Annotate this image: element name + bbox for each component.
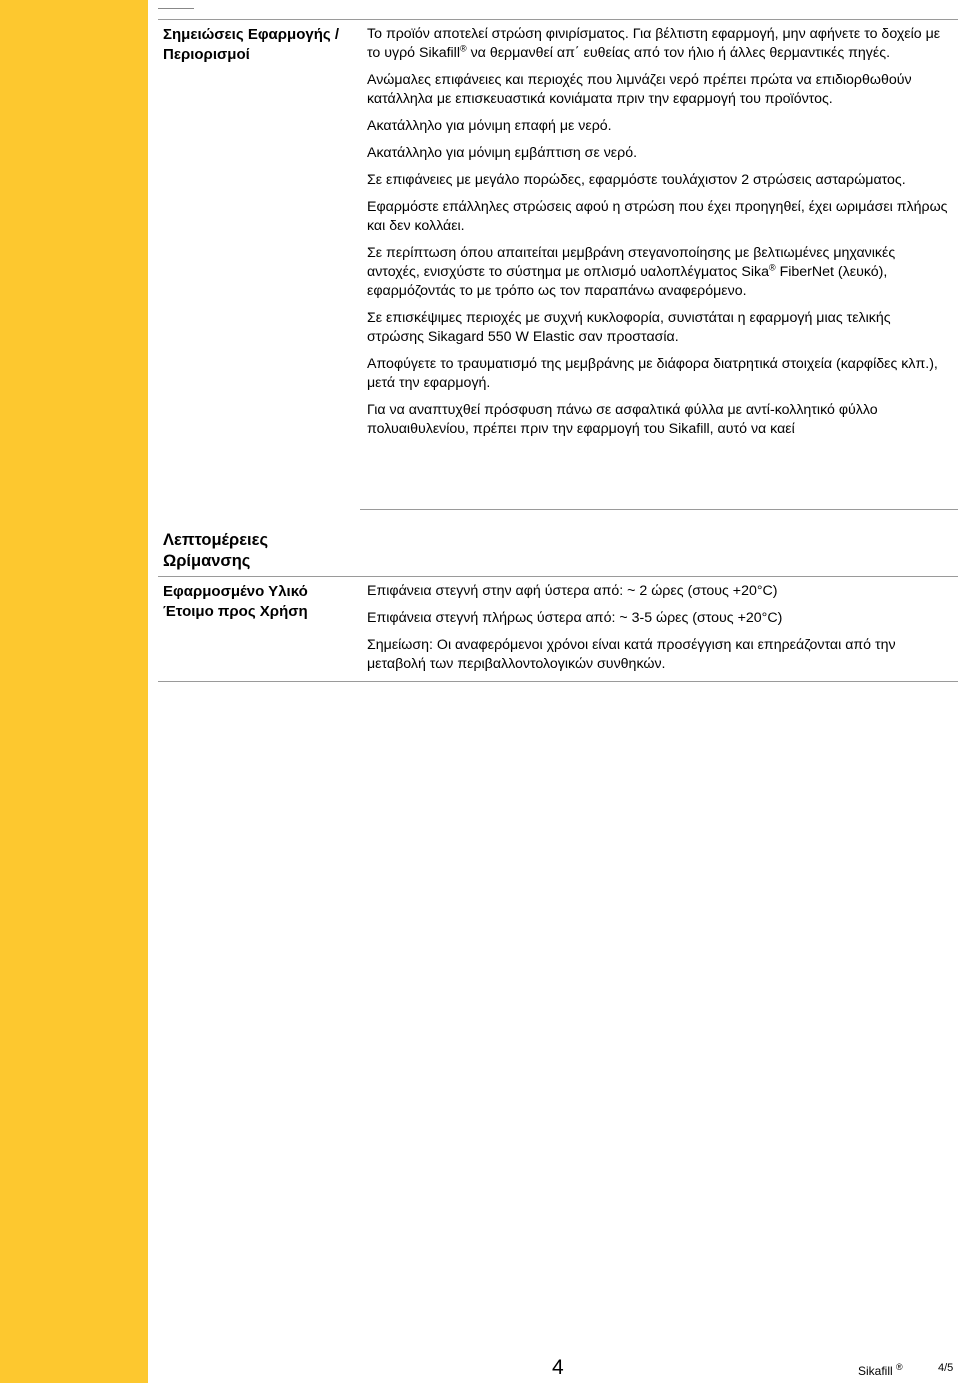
- footer-brand: Sikafill ®: [858, 1362, 903, 1378]
- registered-mark: ®: [769, 262, 776, 273]
- section-label-applied: Εφαρμοσμένο Υλικό Έτοιμο προς Χρήση: [163, 583, 308, 620]
- yellow-sidebar: [0, 0, 148, 1383]
- notes-paragraph: Σε περίπτωση όπου απαιτείται μεμβράνη στεγανοποίησης με βελτιωμένες μηχανικές αντοχές, ενισχύστε το σύστημα με οπλισμό υαλοπλέγματος Sika® FiberNet (λευκό), εφαρμόζοντάς το με τρόπο ως τον παραπάνω αναφερόμενο.: [367, 245, 896, 299]
- notes-paragraph: Εφαρμόστε επάλληλες στρώσεις αφού η στρώση που έχει προηγηθεί, έχει ωριμάσει πλήρως και δεν κολλάει.: [367, 199, 948, 234]
- applied-content: [367, 582, 951, 682]
- notes-paragraph: Ακατάλληλο για μόνιμη επαφή με νερό.: [367, 118, 612, 134]
- notes-paragraph: Σε επιφάνειες με μεγάλο πορώδες, εφαρμόστε τουλάχιστον 2 στρώσεις ασταρώματος.: [367, 172, 906, 188]
- notes-paragraph: Το προϊόν αποτελεί στρώση φινιρίσματος. Για βέλτιστη εφαρμογή, μην αφήνετε το δοχείο με το υγρό Sikafill® να θερμανθεί απ΄ ευθείας από τον ήλιο ή άλλες θερμαντικές πηγές.: [367, 26, 941, 61]
- notes-paragraph: Ανώμαλες επιφάνειες και περιοχές που λιμνάζει νερό πρέπει πρώτα να επιδιορθωθούν κατάλληλα με επισκευαστικά κονιάματα πριν την εφαρμογή του προϊόντος.: [367, 72, 912, 107]
- section-label-curing: Λεπτομέρειες Ωρίμανσης: [163, 531, 269, 570]
- section-label-notes: Σημειώσεις Εφαρμογής / Περιορισμοί: [163, 26, 340, 63]
- registered-mark: ®: [896, 1362, 903, 1372]
- section-divider: [158, 576, 958, 577]
- notes-paragraph: Αποφύγετε το τραυματισμό της μεμβράνης με διάφορα διατρητικά στοιχεία (καρφίδες κλπ.), μετά την εφαρμογή.: [367, 356, 938, 391]
- page-of-total: 4/5: [938, 1362, 954, 1374]
- notes-paragraph: Ακατάλληλο για μόνιμη εμβάπτιση σε νερό.: [367, 145, 638, 161]
- curing-line: Επιφάνεια στεγνή πλήρως ύστερα από: ~ 3-5 ώρες (στους +20°C): [367, 610, 783, 626]
- page-number: 4: [552, 1356, 564, 1379]
- notes-paragraph: Για να αναπτυχθεί πρόσφυση πάνω σε ασφαλτικά φύλλα με αντί-κολλητικό φύλλο πολυαιθυλενίου, πρέπει πριν την εφαρμογή του Sikafill, αυτό να καεί: [367, 402, 878, 437]
- registered-mark: ®: [460, 43, 467, 54]
- section-divider: [158, 681, 958, 682]
- notes-content: [367, 25, 951, 447]
- section-divider: [158, 19, 958, 20]
- notes-paragraph: Σε επισκέψιμες περιοχές με συχνή κυκλοφορία, συνιστάται η εφαρμογή μιας τελικής στρώσης Sikagard 550 W Elastic σαν προστασία.: [367, 310, 891, 345]
- section-divider: [360, 509, 958, 510]
- top-divider: [158, 8, 194, 9]
- curing-line: Επιφάνεια στεγνή στην αφή ύστερα από: ~ 2 ώρες (στους +20°C): [367, 583, 778, 599]
- curing-note: Σημείωση: Οι αναφερόμενοι χρόνοι είναι κατά προσέγγιση και επηρεάζονται από την μεταβολή των περιβαλλοντολογικών συνθηκών.: [367, 637, 896, 672]
